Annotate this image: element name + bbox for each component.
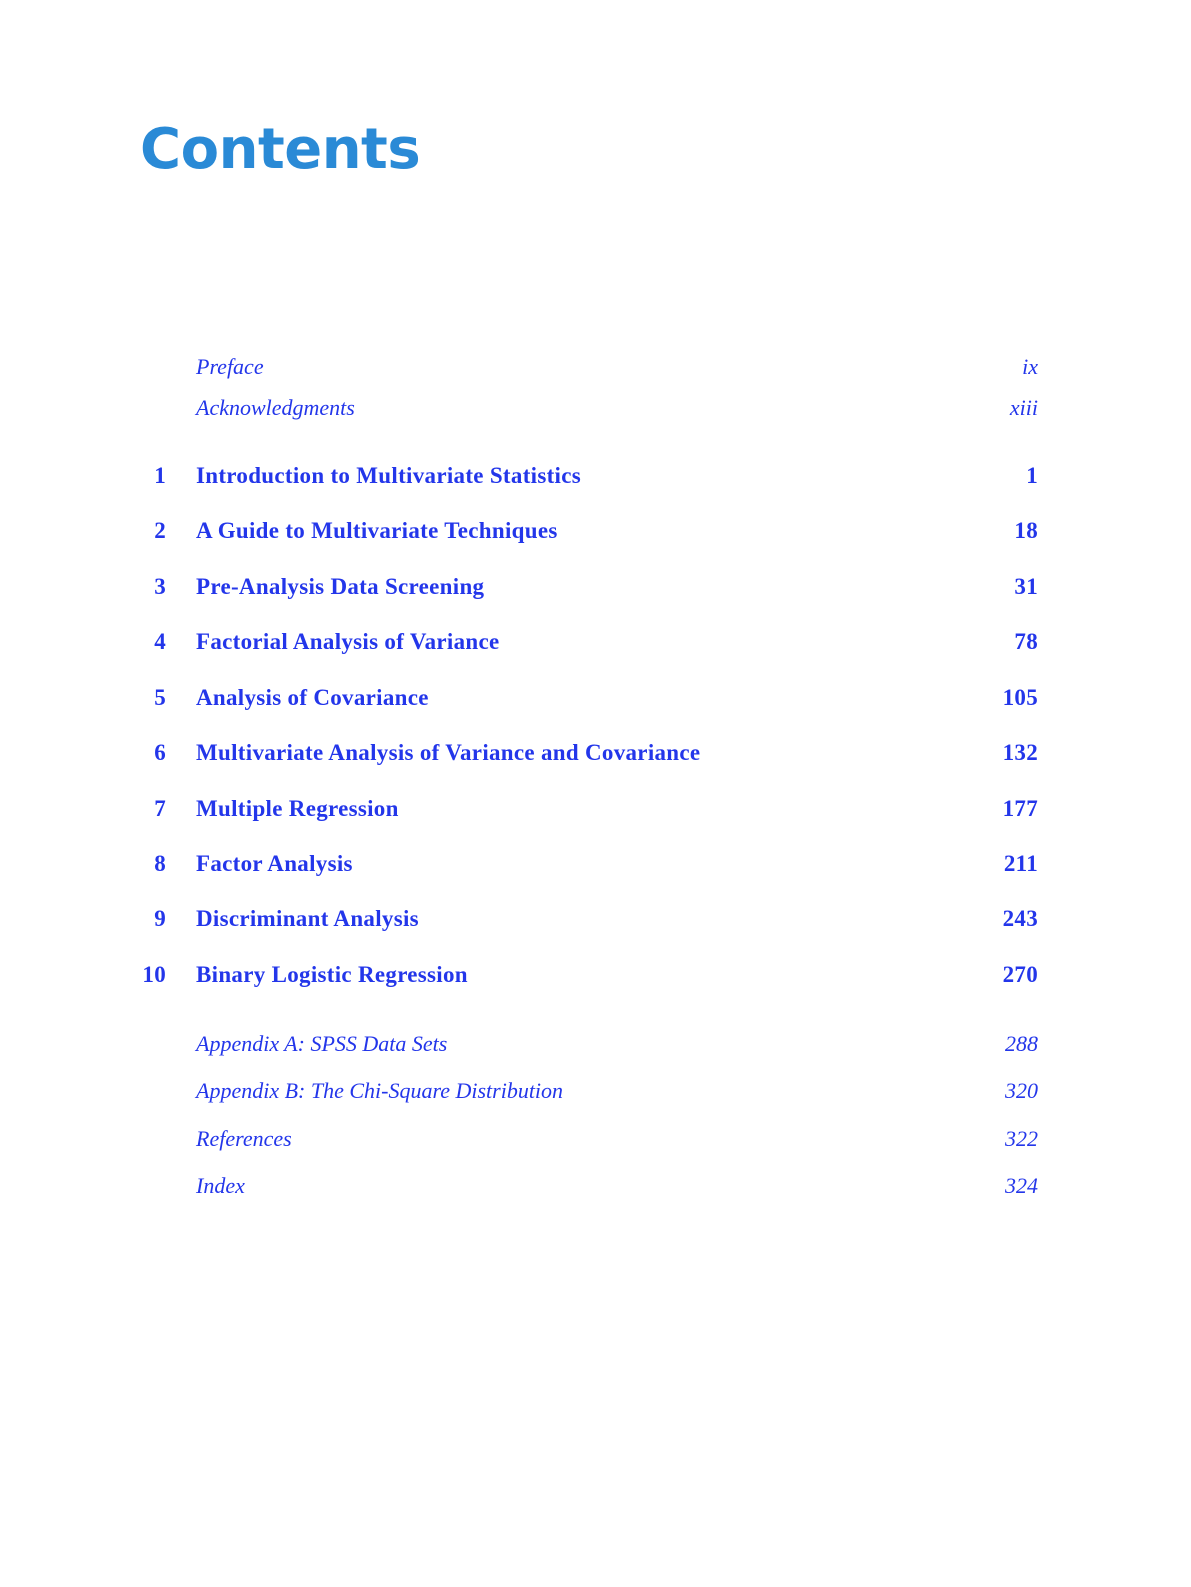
- chapter-page: 132: [1002, 740, 1038, 765]
- chapter-page: 18: [1014, 518, 1038, 543]
- toc-chapter-10[interactable]: [140, 962, 1038, 992]
- chapter-page: 78: [1014, 629, 1038, 654]
- chapter-number: 1: [154, 463, 166, 488]
- chapter-number: 8: [154, 851, 166, 876]
- chapter-title: Analysis of Covariance: [196, 685, 429, 710]
- toc-chapter-9[interactable]: [140, 906, 1038, 936]
- chapter-number: 4: [154, 629, 166, 654]
- toc-chapter-2[interactable]: [140, 518, 1038, 548]
- toc-chapter-4[interactable]: [140, 629, 1038, 659]
- chapter-title: Introduction to Multivariate Statistics: [196, 463, 582, 488]
- toc-entry-title: Appendix B: The Chi-Square Distribution: [196, 1078, 564, 1103]
- chapter-page: 1: [1026, 463, 1038, 488]
- chapter-title: Discriminant Analysis: [196, 906, 419, 931]
- page-title: Contents: [140, 117, 421, 182]
- toc-entry-acknowledgments[interactable]: [140, 395, 1038, 425]
- chapter-number: 3: [154, 574, 166, 599]
- toc-entry-page: 288: [1005, 1031, 1038, 1056]
- toc-entry-page: 324: [1005, 1173, 1038, 1198]
- chapter-page: 31: [1014, 574, 1038, 599]
- table-of-contents: [140, 0, 1038, 1587]
- chapter-page: 105: [1002, 685, 1038, 710]
- chapter-title: A Guide to Multivariate Techniques: [196, 518, 558, 543]
- chapter-page: 211: [1003, 851, 1038, 876]
- chapter-title: Pre-Analysis Data Screening: [196, 574, 485, 599]
- chapter-title: Factor Analysis: [196, 851, 353, 876]
- chapter-title: Multiple Regression: [196, 796, 399, 821]
- toc-chapter-1[interactable]: [140, 463, 1038, 493]
- chapter-number: 9: [154, 906, 166, 931]
- toc-entry-index[interactable]: [140, 1173, 1038, 1203]
- toc-entry-references[interactable]: [140, 1126, 1038, 1156]
- toc-entry-title: Appendix A: SPSS Data Sets: [196, 1031, 448, 1056]
- chapter-number: 2: [154, 518, 166, 543]
- toc-entry-page: ix: [1022, 354, 1038, 379]
- toc-entry-title: References: [196, 1126, 292, 1151]
- toc-entry-appendix-a[interactable]: [140, 1031, 1038, 1061]
- toc-chapter-7[interactable]: [140, 796, 1038, 826]
- chapter-page: 243: [1002, 906, 1038, 931]
- chapter-title: Binary Logistic Regression: [196, 962, 468, 987]
- toc-entry-preface[interactable]: [140, 354, 1038, 384]
- toc-entry-page: xiii: [1009, 395, 1038, 420]
- toc-entry-appendix-b[interactable]: [140, 1078, 1038, 1108]
- chapter-page: 270: [1002, 962, 1038, 987]
- chapter-title: Multivariate Analysis of Variance and Covariance: [196, 740, 701, 765]
- toc-entry-title: Index: [196, 1173, 245, 1198]
- chapter-number: 7: [154, 796, 166, 821]
- toc-chapter-6[interactable]: [140, 740, 1038, 770]
- chapter-number: 5: [154, 685, 166, 710]
- toc-chapter-8[interactable]: [140, 851, 1038, 881]
- toc-entry-title: Preface: [196, 354, 264, 379]
- chapter-page: 177: [1002, 796, 1038, 821]
- chapter-number: 10: [142, 962, 166, 987]
- toc-entry-page: 322: [1005, 1126, 1038, 1151]
- chapter-title: Factorial Analysis of Variance: [196, 629, 500, 654]
- toc-chapter-5[interactable]: [140, 685, 1038, 715]
- toc-entry-title: Acknowledgments: [196, 395, 355, 420]
- toc-entry-page: 320: [1005, 1078, 1038, 1103]
- chapter-number: 6: [154, 740, 166, 765]
- toc-chapter-3[interactable]: [140, 574, 1038, 604]
